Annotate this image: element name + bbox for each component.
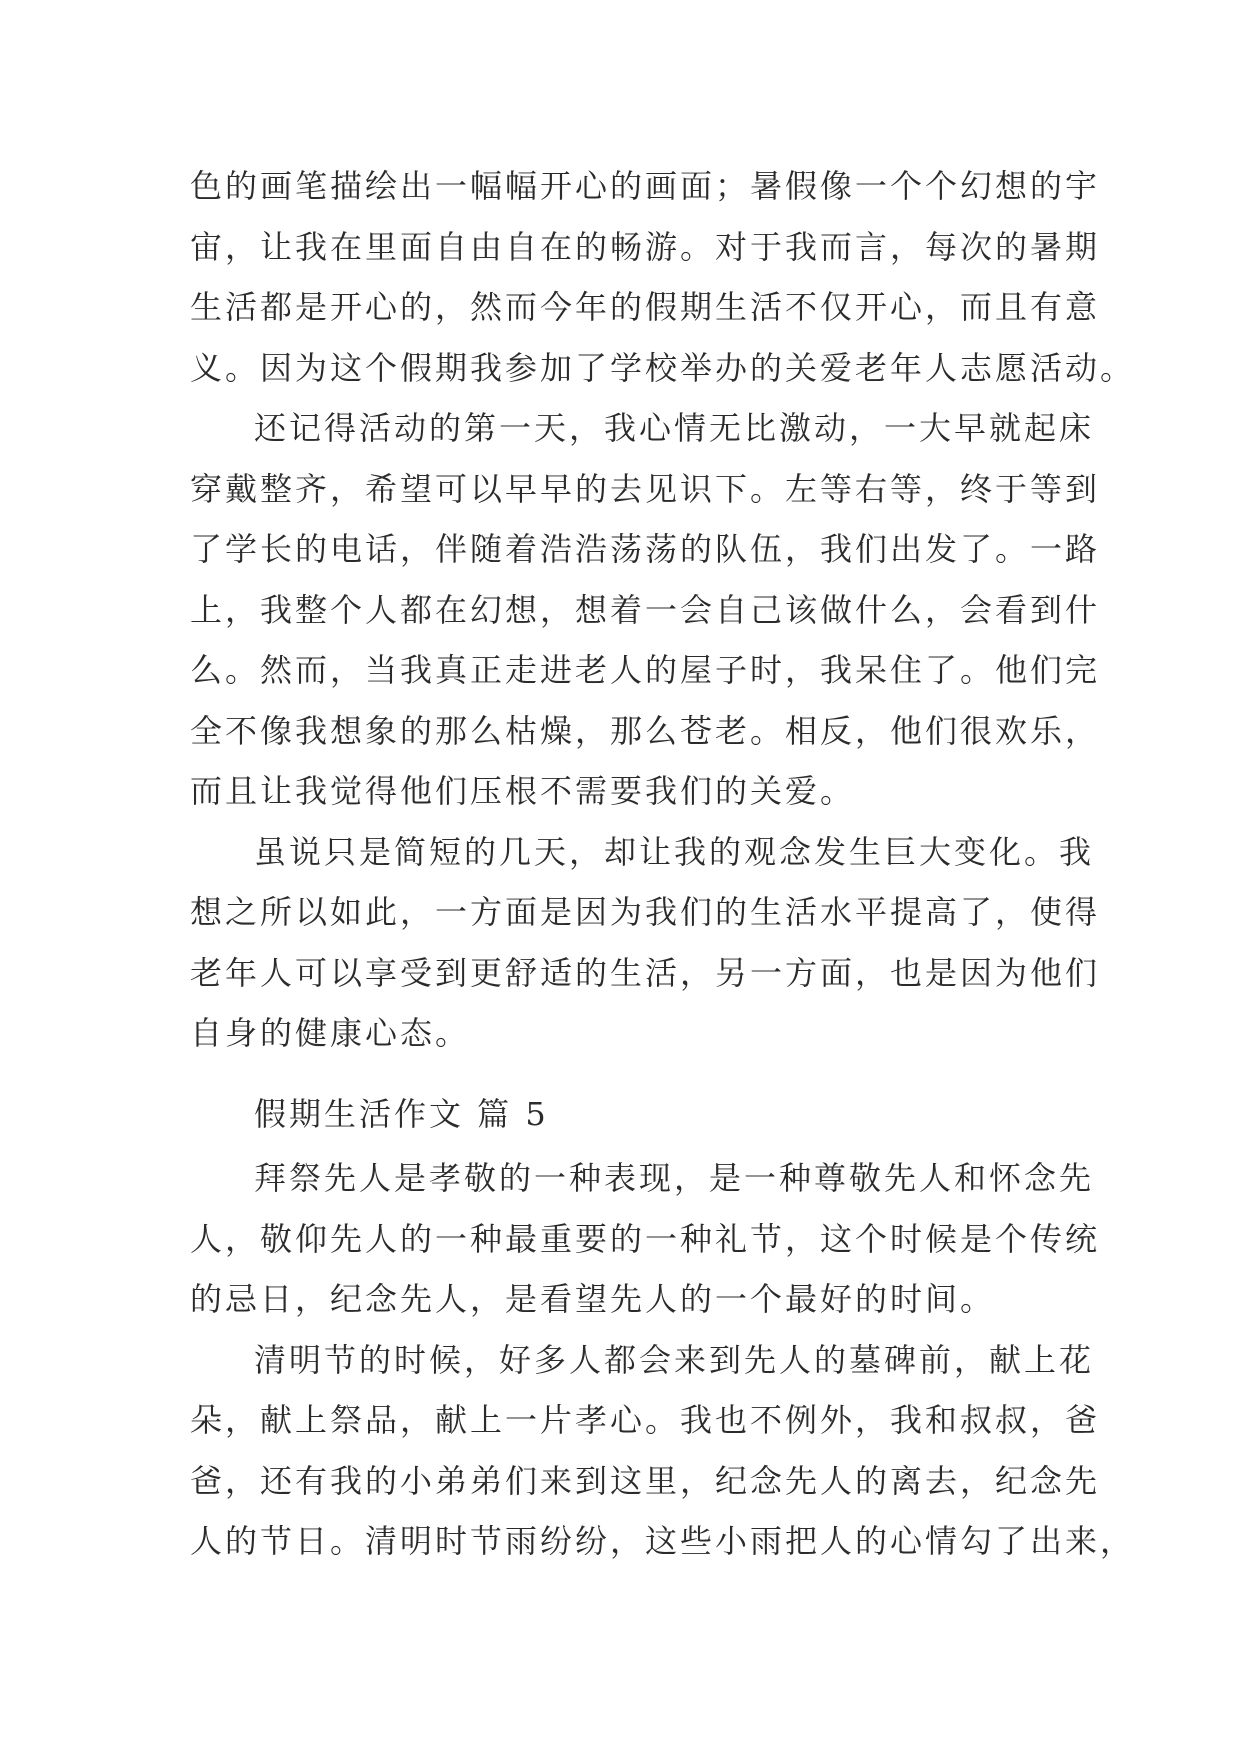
- paragraph-line: 还记得活动的第一天，我心情无比激动，一大早就起床: [254, 409, 1095, 447]
- paragraph-line: 老年人可以享受到更舒适的生活，另一方面，也是因为他们: [190, 953, 1101, 992]
- paragraph-line: 自身的健康心态。: [190, 1014, 471, 1052]
- paragraph-line: 想之所以如此，一方面是因为我们的生活水平提高了，使得: [190, 893, 1101, 931]
- paragraph-line: 而且让我觉得他们压根不需要我们的关爱。: [190, 772, 856, 810]
- paragraph-line: 的忌日，纪念先人，是看望先人的一个最好的时间。: [190, 1280, 996, 1318]
- section-1-body: [190, 156, 1136, 1064]
- paragraph-line: 虽说只是简短的几天，却让我的观念发生巨大变化。我: [254, 832, 1095, 871]
- paragraph-line: 人的节日。清明时节雨纷纷，这些小雨把人的心情勾了出来，: [190, 1522, 1136, 1560]
- section-2-body: [190, 1148, 1136, 1572]
- paragraph-line: 人，敬仰先人的一种最重要的一种礼节，这个时候是个传统: [190, 1219, 1101, 1258]
- paragraph-line: 色的画笔描绘出一幅幅开心的画面；暑假像一个个幻想的宇: [190, 167, 1101, 205]
- paragraph-line: 义。因为这个假期我参加了学校举办的关爱老年人志愿活动。: [190, 348, 1136, 387]
- paragraph-line: 了学长的电话，伴随着浩浩荡荡的队伍，我们出发了。一路: [190, 530, 1101, 568]
- paragraph-line: 拜祭先人是孝敬的一种表现，是一种尊敬先人和怀念先: [254, 1159, 1095, 1197]
- paragraph-line: 么。然而，当我真正走进老人的屋子时，我呆住了。他们完: [190, 651, 1101, 689]
- paragraph-line: 朵，献上祭品，献上一片孝心。我也不例外，我和叔叔，爸: [190, 1401, 1101, 1439]
- paragraph-line: 爸，还有我的小弟弟们来到这里，纪念先人的离去，纪念先: [190, 1461, 1101, 1500]
- paragraph-line: 穿戴整齐，希望可以早早的去见识下。左等右等，终于等到: [190, 469, 1101, 508]
- paragraph-line: 生活都是开心的，然而今年的假期生活不仅开心，而且有意: [190, 288, 1101, 326]
- section-heading: 假期生活作文 篇 5: [254, 1095, 549, 1133]
- paragraph-line: 宙，让我在里面自由自在的畅游。对于我而言，每次的暑期: [190, 227, 1101, 266]
- paragraph-line: 上，我整个人都在幻想，想着一会自己该做什么，会看到什: [190, 590, 1101, 629]
- paragraph-line: 清明节的时候，好多人都会来到先人的墓碑前，献上花: [254, 1340, 1095, 1379]
- paragraph-line: 全不像我想象的那么枯燥，那么苍老。相反，他们很欢乐，: [190, 711, 1101, 750]
